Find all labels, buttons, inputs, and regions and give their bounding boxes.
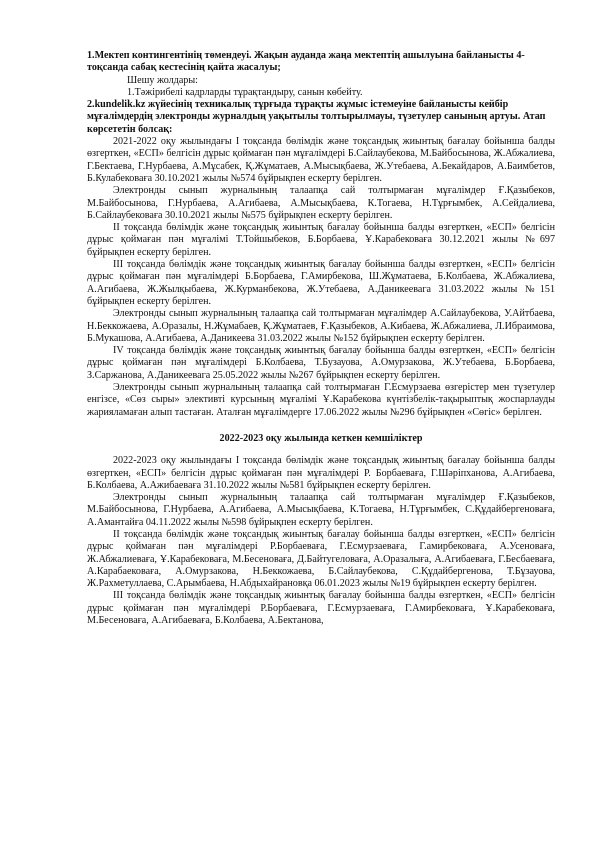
subheading-2022-2023: 2022-2023 оқу жылында кеткен кемшіліктер [219,432,423,444]
paragraph-2022-2: Электронды сынып журналының талаапқа сай толтырмаған мұғалімдер Ғ.Қазыбеков, М.Байбосынова, Г.Нурбаева, А.Агибаева, А.Мысықбаева, К.Тогаева, Н.Тұрғымбек, С.Құдайбергеноваға, А.Амантайға 04.11.2022 жылы №598 бұйрықпен ескерту берілген. [87,492,555,528]
paragraph-2021-1: 2021-2022 оқу жылындағы І тоқсанда бөлімдік және тоқсандық жиынтық бағалау бойынша балды өзгерткен, «ЕСП» белгісін дұрыс қоймаған пән мұғалімдері Б.Сайлаубекова, М.Байбосынова, Ж.Абжалиева, Г.Бектаева, Г.Нурбаева, А.Мұсабек, Қ.Жұматаев, А.Мысықбаева, Ж.Утебаева, А.Бекайдаров, А.Баимбетов, Б.Кулабековаға 30.10.2021 жылы №574 бұйрықпен ескерту берілген. [87,136,555,184]
solution-item-1: 1.Тәжірибелі кадрларды тұрақтандыру, санын көбейту. [127,86,363,98]
paragraph-2021-7: Электронды сынып журналының талаапқа сай толтырмаған Г.Есмурзаева өзгерістер мен түзетулер енгізсе, «Сөз сыры» элективті курсының мұғалімі Ұ.Карабекова күнтізбелік-тақырыптық жоспарлауды жарияламаған алып тастаған. Аталған мұғалімдерге 17.06.2022 жылы №296 бұйрықпен «Сөгіс» берілген. [87,382,555,418]
section-heading-1: 1.Мектеп контингентінің төмендеуі. Жақын ауданда жаңа мектептің ашылуына байланысты 4-тоқсанда сабақ кестесінің қайта жасалуы; [87,50,525,74]
paragraph-2021-6: ІV тоқсанда бөлімдік және тоқсандық жиынтық бағалау бойынша балды өзгерткен, «ЕСП» белгісін дұрыс қоймаған пән мұғалімдері Б.Колбаева, Т.Бузауова, А.Омурзакова, Ж.Утебаева, Б.Борбаева, З.Саржанова, А.Даникеевага 25.05.2022 жылы №267 бұйрықпен ескерту берілген. [87,345,555,381]
section-heading-2: 2.kundelik.kz жүйесінің техникалық тұрғыда тұрақты жұмыс істемеуіне байланысты кейбір мұғалімдердің электронды журналдың уақытылы толтырылмауы, түзетулер санының артуы. Атап көрсететін болсақ: [87,99,546,135]
paragraph-2022-3: ІІ тоқсанда бөлімдік және тоқсандық жиынтық бағалау бойынша балды өзгерткен, «ЕСП» белгісін дұрыс қоймаған пән мұғалімдері Р.Борбаеваға, Г.Есмурзаеваға, Г.амирбековаға, А.Усеноваға, Ж.Абжалиеваға, Ұ.Карабековаға, М.Бесеноваға, Д.Байтугеловаға, А.Оразалыға, А.Агибаеваға, Г.Бесбаеваға, А.Карабаековаға, А.Омурзакова, Н.Беккожаева, Б.Сайлаубекова, С.Құдайбергенова, Т.Бұзауова, Ж.Рахметуллаева, С.Арымбаева, Н.Абдыхайрановқа 06.01.2023 жылы №19 бұйрықпен ескерту берілген. [87,528,555,590]
solutions-label: Шешу жолдары: [127,74,198,86]
paragraph-2021-2: Электронды сынып журналының талаапқа сай толтырмаған мұғалімдер Ғ.Қазыбеков, М.Байбосынова, Г.Нурбаева, А.Агибаева, А.Мысықбаева, К.Тогаева, Н.Тұрғымбек, А.Сейдалиева, Б.Сайлаубековаға 30.10.2021 жылы №575 бұйрықпен ескерту берілген. [87,185,555,221]
paragraph-2021-3: ІІ тоқсанда бөлімдік және тоқсандық жиынтық бағалау бойынша балды өзгерткен, «ЕСП» белгісін дұрыс қоймаған пән мұғалімі Т.Тойшыбеков, Б.Борбаева, Ұ.Карабековаға 30.12.2021 жылы №697 бұйрықпен ескерту берілген. [87,222,555,258]
paragraph-2022-1: 2022-2023 оқу жылындағы І тоқсанда бөлімдік және тоқсандық жиынтық бағалау бойынша балды өзгерткен, «ЕСП» белгісін дұрыс қоймаған пән мұғалімдері Р. Борбаеваға, Г.Шәріпханова, А.Агибаева, Б.Колбаева, А.Ажибаеваға 31.10.2022 жылы №581 бұйрықпен ескерту берілген. [87,455,555,491]
paragraph-2021-5: Электронды сынып журналының талаапқа сай толтырмаған мұғалімдер А.Сайлаубекова, У.Айтбаева, Н.Беккожаева, А.Оразалы, Н.Жұмабаев, Қ.Жұматаев, Ғ.Қазыбеков, А.Кибаева, Ж.Абжалиева, Л.Ибраимова, Б.Мукашова, А.Агибаева, А.Даникеева 31.03.2022 жылы №152 бұйрықпен ескерту берілген. [87,308,555,344]
paragraph-2021-4: ІІІ тоқсанда бөлімдік және тоқсандық жиынтық бағалау бойынша балды өзгерткен, «ЕСП» белгісін дұрыс қоймаған пән мұғалімдері Б.Борбаева, Г.Амирбекова, Ш.Жұматаева, Б.Колбаева, Ж.Абжалиева, А.Агибаева, Ж.Жылқыбаева, Ж.Курманбекова, Ж.Утебаева, А.Даникеевага 31.03.2022 жылы №151 бұйрықпен ескерту берілген. [87,259,555,307]
paragraph-2022-4: ІІІ тоқсанда бөлімдік және тоқсандық жиынтық бағалау бойынша балды өзгерткен, «ЕСП» белгісін дұрыс қоймаған пән мұғалімдері Р.Борбаеваға, Г.Есмурзаеваға, Г.Амирбековаға, Ұ.Карабековаға, М.Бесеноваға, А.Агибаеваға, Б.Колбаева, А.Бектанова, [87,590,555,627]
